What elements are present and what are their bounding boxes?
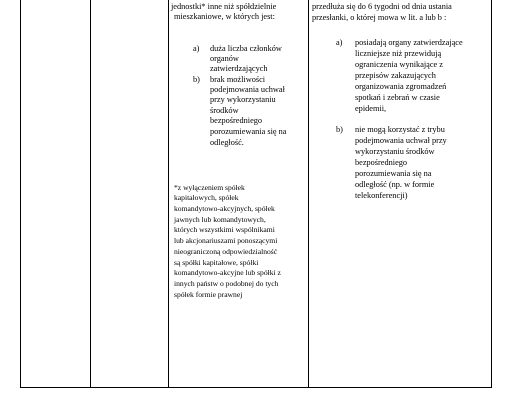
col3-item-b-line-5: bezpośredniego <box>210 116 263 125</box>
col3-item-a-line-2: organów <box>210 54 239 63</box>
col3-footnote-line-3: komandytowo-akcyjnych, spółek <box>174 204 275 213</box>
col4-item-b-line-5: porozumiewania się na <box>355 169 432 178</box>
col3-footnote-line-9: komandytowo-akcyjne lub spółki z <box>174 268 281 277</box>
col3-item-b-line-6: porozumiewania się na <box>210 127 287 136</box>
col4-item-b-line-7: telekonferencji) <box>355 191 408 200</box>
col3-footnote-line-7: nieograniczoną odpowiedzialność <box>174 247 278 256</box>
col3-footnote-line-2: kapitałowych, spółek <box>174 193 239 202</box>
col3-item-b-marker: b) <box>193 75 200 84</box>
col4-item-b-line-1: nie mogą korzystać z trybu <box>355 125 445 134</box>
col4-item-b-marker: b) <box>336 125 343 134</box>
col3-intro-line-2: mieszkaniowe, w których jest: <box>174 12 275 21</box>
col3-item-b-line-2: podejmowania uchwał <box>210 85 285 94</box>
col4-item-a-line-1: posiadają organy zatwierdzające <box>355 38 463 47</box>
col4-item-a-line-3: ograniczenia wynikające z <box>355 60 443 69</box>
col3-footnote-line-5: których wszystkimi wspólnikami <box>174 225 275 234</box>
col3-footnote-line-8: są spółki kapitałowe, spółki <box>174 258 259 267</box>
col3-item-a-line-1: duża liczba członków <box>210 44 282 53</box>
col3-item-a-line-3: zatwierdzających <box>210 64 268 73</box>
col4-intro-line-2: przesłanki, o której mowa w lit. a lub b : <box>312 13 447 22</box>
column-divider-3 <box>308 0 309 388</box>
col3-item-b-line-3: przy wykorzystaniu <box>210 95 276 104</box>
col3-item-b-line-4: środków <box>210 106 239 115</box>
col3-item-a-marker: a) <box>193 44 200 53</box>
col4-item-b-line-3: wykorzystaniu środków <box>355 147 435 156</box>
col4-item-b-line-2: podejmowania uchwał przy <box>355 136 447 145</box>
col4-item-a-marker: a) <box>336 38 343 47</box>
table-border-right <box>491 0 492 388</box>
col4-item-a-line-2: liczniejsze niż przewidują <box>355 49 442 58</box>
col4-item-a-line-4: przepisów zakazujących <box>355 71 436 80</box>
col4-item-b-line-4: bezpośredniego <box>355 158 408 167</box>
col3-footnote-line-1: *z wyłączeniem spółek <box>174 183 245 192</box>
col3-footnote-line-11: spółek formie prawnej <box>174 290 243 299</box>
table-border-left <box>20 0 21 388</box>
col3-intro-line-1: jednostki* inne niż spółdzielnie <box>171 2 277 11</box>
col4-item-a-line-5: organizowania zgromadzeń <box>355 82 447 91</box>
table-border-bottom <box>20 387 492 388</box>
col4-item-a-line-6: spotkań i zebrań w czasie <box>355 93 440 102</box>
col3-footnote-line-10: innych państw o podobnej do tych <box>174 279 279 288</box>
col3-footnote-line-4: jawnych lub komandytowych, <box>174 215 266 224</box>
col4-item-b-line-6: odległość (np. w formie <box>355 180 435 189</box>
col3-item-b-line-7: odległość. <box>210 138 244 147</box>
col4-intro-line-1: przedłuża się do 6 tygodni od dnia ustania <box>312 2 452 11</box>
column-divider-1 <box>90 0 91 388</box>
col4-item-a-line-7: epidemii, <box>355 104 387 113</box>
col3-footnote-line-6: lub akcjonariuszami ponoszącymi <box>174 236 278 245</box>
col3-item-b-line-1: brak możliwości <box>210 75 266 84</box>
column-divider-2 <box>168 0 169 388</box>
